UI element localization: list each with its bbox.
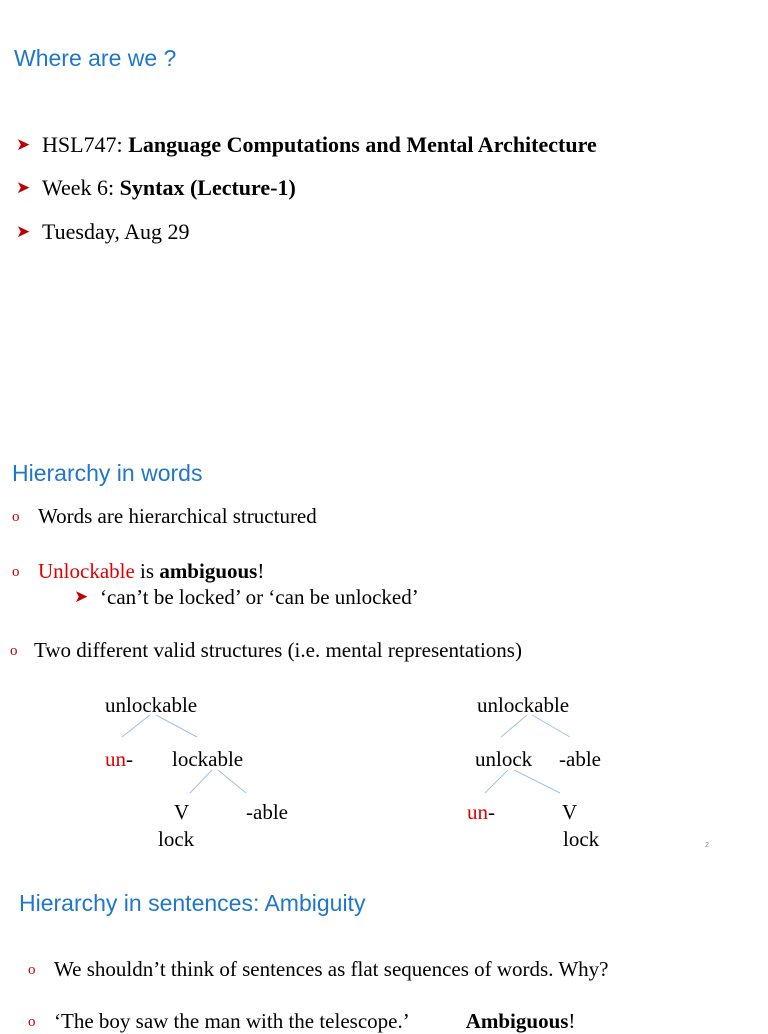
slide-heading: Hierarchy in words — [12, 460, 203, 486]
bullet-week: ➤ Week 6: Syntax (Lecture-1) — [16, 175, 296, 200]
tree-stem: lock — [158, 827, 195, 851]
tree-suffix: -able — [559, 747, 601, 771]
tree-suffix: -able — [246, 800, 288, 824]
tree-stem: lock — [563, 827, 600, 851]
tree-category: V — [174, 800, 190, 824]
arrow-bullet-icon: ➤ — [16, 135, 31, 154]
tree-mid-node: lockable — [172, 747, 244, 771]
tree-category: V — [562, 800, 578, 824]
tree-root: unlockable — [105, 693, 198, 717]
circle-bullet-icon: o — [28, 962, 36, 978]
bullet-course: ➤ HSL747: Language Computations and Mental Architecture — [16, 132, 597, 157]
slide-hierarchy-in-sentences — [0, 875, 768, 1033]
sub-bullet-meanings: ➤ ‘can’t be locked’ or ‘can be unlocked’ — [74, 585, 419, 609]
slide-heading: Where are we ? — [14, 45, 177, 71]
page-number: 2 — [705, 842, 709, 849]
bullet-flat-sequences: o We shouldn’t think of sentences as flat sequences of words. Why? — [28, 957, 609, 981]
circle-bullet-icon: o — [28, 1014, 36, 1030]
bullet-unlockable-ambiguous: o Unlockable is ambiguous! — [12, 559, 265, 583]
arrow-bullet-icon: ➤ — [16, 222, 31, 241]
tree-prefix: un- — [467, 800, 495, 824]
circle-bullet-icon: o — [12, 564, 20, 580]
arrow-bullet-icon: ➤ — [74, 587, 89, 606]
bullet-two-structures: o Two different valid structures (i.e. mental representations) — [10, 638, 522, 662]
tree-prefix: un- — [105, 747, 133, 771]
slide-hierarchy-in-words — [0, 440, 768, 860]
bullet-date: ➤ Tuesday, Aug 29 — [16, 219, 190, 244]
circle-bullet-icon: o — [10, 643, 18, 659]
bullet-telescope-sentence: o ‘The boy saw the man with the telescope.’ Ambiguous! — [28, 1009, 576, 1033]
bullet-words-hierarchical: o Words are hierarchical structured — [12, 504, 317, 528]
tree-branch-lines — [0, 440, 768, 860]
tree-root: unlockable — [477, 693, 570, 717]
tree-mid-node: unlock — [475, 747, 533, 771]
slide-heading: Hierarchy in sentences: Ambiguity — [19, 890, 366, 916]
circle-bullet-icon: o — [12, 509, 20, 525]
slide-where-are-we — [0, 0, 768, 400]
arrow-bullet-icon: ➤ — [16, 178, 31, 197]
